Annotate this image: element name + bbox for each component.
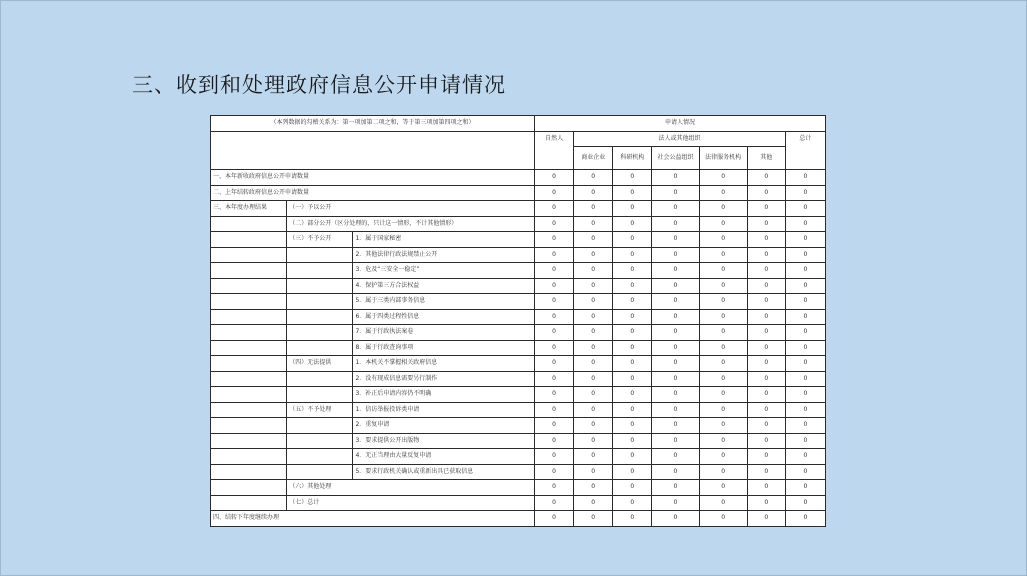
row-category [211,495,287,511]
value-cell: 0 [574,247,613,263]
value-cell: 0 [785,232,825,248]
value-cell: 0 [574,511,613,527]
value-cell: 0 [613,201,652,217]
value-cell: 0 [699,449,747,465]
value-cell: 0 [535,185,574,201]
table-note: （本列数据的勾稽关系为：第一项加第二项之和，等于第三项加第四项之和） [211,116,535,132]
row-item: 4．保护第三方合法权益 [353,278,535,294]
row-subcategory: （七）总计 [287,495,535,511]
value-cell: 0 [535,449,574,465]
value-cell: 0 [574,371,613,387]
value-cell: 0 [785,309,825,325]
value-cell: 0 [747,294,785,310]
table-row [211,340,826,356]
row-item: 1．本机关不掌握相关政府信息 [353,356,535,372]
value-cell: 0 [613,449,652,465]
value-cell: 0 [747,263,785,279]
value-cell: 0 [652,247,699,263]
row-label: 四、结转下年度继续办理 [211,511,535,527]
table-row [211,418,826,434]
row-category: 三、本年度办理结果 [211,201,287,217]
row-label: 二、上年结转政府信息公开申请数量 [211,185,535,201]
value-cell: 0 [574,340,613,356]
value-cell: 0 [785,387,825,403]
row-category [211,340,287,356]
value-cell: 0 [652,170,699,186]
value-cell: 0 [613,433,652,449]
value-cell: 0 [652,418,699,434]
value-cell: 0 [652,278,699,294]
value-cell: 0 [535,263,574,279]
row-subcategory: （四）无法提供 [287,356,353,372]
value-cell: 0 [574,309,613,325]
value-cell: 0 [535,325,574,341]
table-row [211,170,826,186]
row-subcategory: （二）部分公开（区分处理的，只计这一情形，不计其他情形） [287,216,535,232]
value-cell: 0 [574,263,613,279]
application-statistics-table [210,115,826,527]
value-cell: 0 [785,201,825,217]
value-cell: 0 [699,356,747,372]
value-cell: 0 [535,433,574,449]
row-item: 5．属于三类内部事务信息 [353,294,535,310]
value-cell: 0 [785,356,825,372]
value-cell: 0 [785,340,825,356]
row-subcategory [287,309,353,325]
value-cell: 0 [747,418,785,434]
value-cell: 0 [535,402,574,418]
value-cell: 0 [785,402,825,418]
value-cell: 0 [535,387,574,403]
value-cell: 0 [699,325,747,341]
table-row [211,309,826,325]
value-cell: 0 [785,263,825,279]
table-row [211,232,826,248]
row-item: 8．属于行政查询事项 [353,340,535,356]
row-category [211,418,287,434]
value-cell: 0 [613,278,652,294]
value-cell: 0 [613,356,652,372]
value-cell: 0 [535,371,574,387]
row-category [211,464,287,480]
value-cell: 0 [613,371,652,387]
value-cell: 0 [747,449,785,465]
value-cell: 0 [785,464,825,480]
row-category [211,449,287,465]
value-cell: 0 [613,309,652,325]
value-cell: 0 [785,247,825,263]
value-cell: 0 [613,511,652,527]
row-subcategory: （三）不予公开 [287,232,353,248]
value-cell: 0 [785,185,825,201]
row-subcategory [287,371,353,387]
row-subcategory [287,418,353,434]
value-cell: 0 [785,325,825,341]
value-cell: 0 [652,402,699,418]
value-cell: 0 [699,387,747,403]
value-cell: 0 [613,170,652,186]
value-cell: 0 [699,309,747,325]
row-subcategory [287,278,353,294]
row-category [211,294,287,310]
value-cell: 0 [535,247,574,263]
value-cell: 0 [574,201,613,217]
row-category [211,232,287,248]
row-item: 2．其他法律行政法规禁止公开 [353,247,535,263]
row-category [211,371,287,387]
page-title: 三、收到和处理政府信息公开申请情况 [132,73,506,97]
value-cell: 0 [785,480,825,496]
value-cell: 0 [747,170,785,186]
table-row [211,495,826,511]
value-cell: 0 [652,387,699,403]
table-row [211,449,826,465]
value-cell: 0 [747,480,785,496]
applicant-header: 申请人情况 [535,116,826,132]
value-cell: 0 [699,232,747,248]
value-cell: 0 [785,170,825,186]
total-header: 总计 [785,131,825,170]
value-cell: 0 [699,495,747,511]
value-cell: 0 [699,340,747,356]
value-cell: 0 [652,433,699,449]
value-cell: 0 [574,387,613,403]
value-cell: 0 [535,495,574,511]
value-cell: 0 [613,247,652,263]
value-cell: 0 [652,263,699,279]
value-cell: 0 [652,511,699,527]
value-cell: 0 [699,464,747,480]
table-row [211,263,826,279]
value-cell: 0 [613,263,652,279]
value-cell: 0 [574,294,613,310]
value-cell: 0 [699,185,747,201]
value-cell: 0 [747,356,785,372]
value-cell: 0 [652,371,699,387]
row-subcategory [287,433,353,449]
value-cell: 0 [574,325,613,341]
value-cell: 0 [613,325,652,341]
row-item: 7．属于行政执法案卷 [353,325,535,341]
value-cell: 0 [652,495,699,511]
table-row [211,433,826,449]
value-cell: 0 [574,495,613,511]
subheader-public-welfare: 社会公益组织 [652,147,699,170]
table-row [211,356,826,372]
value-cell: 0 [535,294,574,310]
value-cell: 0 [652,340,699,356]
value-cell: 0 [535,480,574,496]
row-category [211,247,287,263]
value-cell: 0 [652,464,699,480]
value-cell: 0 [574,216,613,232]
table-row [211,387,826,403]
row-item: 3．要求提供公开出版物 [353,433,535,449]
value-cell: 0 [535,356,574,372]
value-cell: 0 [535,278,574,294]
row-label: 一、本年新收政府信息公开申请数量 [211,170,535,186]
value-cell: 0 [652,356,699,372]
value-cell: 0 [535,464,574,480]
value-cell: 0 [574,170,613,186]
row-subcategory [287,464,353,480]
value-cell: 0 [785,371,825,387]
row-subcategory [287,247,353,263]
value-cell: 0 [652,449,699,465]
natural-person-header: 自然人 [535,131,574,170]
table-row [211,480,826,496]
value-cell: 0 [613,418,652,434]
table-row [211,278,826,294]
value-cell: 0 [613,495,652,511]
row-item: 2．重复申请 [353,418,535,434]
value-cell: 0 [747,433,785,449]
table-row [211,325,826,341]
row-item: 5．要求行政机关确认或重新出具已获取信息 [353,464,535,480]
value-cell: 0 [747,511,785,527]
value-cell: 0 [613,185,652,201]
value-cell: 0 [747,495,785,511]
value-cell: 0 [613,480,652,496]
value-cell: 0 [652,216,699,232]
value-cell: 0 [574,232,613,248]
value-cell: 0 [574,278,613,294]
table-row [211,216,826,232]
value-cell: 0 [613,232,652,248]
value-cell: 0 [574,402,613,418]
row-item: 3．危及“三安全一稳定” [353,263,535,279]
value-cell: 0 [747,216,785,232]
value-cell: 0 [699,480,747,496]
value-cell: 0 [785,433,825,449]
legal-person-header: 法人或其他组织 [574,131,786,147]
value-cell: 0 [747,340,785,356]
value-cell: 0 [535,201,574,217]
value-cell: 0 [574,449,613,465]
value-cell: 0 [652,232,699,248]
value-cell: 0 [747,201,785,217]
value-cell: 0 [699,201,747,217]
row-subcategory: （六）其他处理 [287,480,535,496]
subheader-legal-service: 法律服务机构 [699,147,747,170]
value-cell: 0 [535,511,574,527]
value-cell: 0 [699,402,747,418]
value-cell: 0 [699,216,747,232]
value-cell: 0 [747,232,785,248]
value-cell: 0 [699,247,747,263]
row-subcategory [287,294,353,310]
value-cell: 0 [574,464,613,480]
row-category [211,263,287,279]
value-cell: 0 [652,325,699,341]
value-cell: 0 [613,402,652,418]
row-category [211,309,287,325]
value-cell: 0 [535,309,574,325]
value-cell: 0 [574,185,613,201]
value-cell: 0 [747,309,785,325]
subheader-research: 科研机构 [613,147,652,170]
row-item: 6．属于四类过程性信息 [353,309,535,325]
value-cell: 0 [535,418,574,434]
value-cell: 0 [785,216,825,232]
value-cell: 0 [699,418,747,434]
value-cell: 0 [699,170,747,186]
value-cell: 0 [652,480,699,496]
value-cell: 0 [699,278,747,294]
table-row [211,185,826,201]
table-row [211,464,826,480]
value-cell: 0 [613,340,652,356]
value-cell: 0 [699,371,747,387]
value-cell: 0 [613,216,652,232]
value-cell: 0 [785,278,825,294]
row-category [211,480,287,496]
value-cell: 0 [574,418,613,434]
value-cell: 0 [747,325,785,341]
subheader-other: 其他 [747,147,785,170]
value-cell: 0 [699,263,747,279]
value-cell: 0 [535,170,574,186]
table-row [211,201,826,217]
value-cell: 0 [652,201,699,217]
row-subcategory [287,325,353,341]
value-cell: 0 [613,294,652,310]
row-subcategory [287,263,353,279]
row-item: 3．补正后申请内容仍不明确 [353,387,535,403]
row-category [211,387,287,403]
value-cell: 0 [699,511,747,527]
row-item: 4．无正当理由大量反复申请 [353,449,535,465]
row-category [211,356,287,372]
row-subcategory [287,449,353,465]
value-cell: 0 [699,294,747,310]
row-subcategory: （五）不予处理 [287,402,353,418]
row-category [211,278,287,294]
table-row [211,294,826,310]
row-subcategory [287,340,353,356]
value-cell: 0 [747,278,785,294]
value-cell: 0 [747,247,785,263]
header-blank [211,131,535,170]
value-cell: 0 [652,294,699,310]
row-category [211,402,287,418]
value-cell: 0 [747,185,785,201]
value-cell: 0 [613,464,652,480]
value-cell: 0 [747,387,785,403]
table-row [211,511,826,527]
row-item: 2．没有现成信息需要另行制作 [353,371,535,387]
row-category [211,433,287,449]
value-cell: 0 [574,480,613,496]
row-category [211,216,287,232]
value-cell: 0 [535,232,574,248]
row-category [211,325,287,341]
value-cell: 0 [747,464,785,480]
value-cell: 0 [785,418,825,434]
row-item: 1．信访举报投诉类申请 [353,402,535,418]
value-cell: 0 [785,495,825,511]
value-cell: 0 [574,433,613,449]
row-subcategory [287,387,353,403]
value-cell: 0 [785,449,825,465]
table-row [211,247,826,263]
row-item: 1．属于国家秘密 [353,232,535,248]
value-cell: 0 [699,433,747,449]
value-cell: 0 [652,185,699,201]
row-subcategory: （一）予以公开 [287,201,535,217]
value-cell: 0 [613,387,652,403]
table-row [211,402,826,418]
value-cell: 0 [574,356,613,372]
table-row [211,371,826,387]
value-cell: 0 [535,340,574,356]
value-cell: 0 [652,309,699,325]
value-cell: 0 [747,371,785,387]
value-cell: 0 [785,511,825,527]
value-cell: 0 [535,216,574,232]
subheader-business: 商业企业 [574,147,613,170]
value-cell: 0 [785,294,825,310]
value-cell: 0 [747,402,785,418]
